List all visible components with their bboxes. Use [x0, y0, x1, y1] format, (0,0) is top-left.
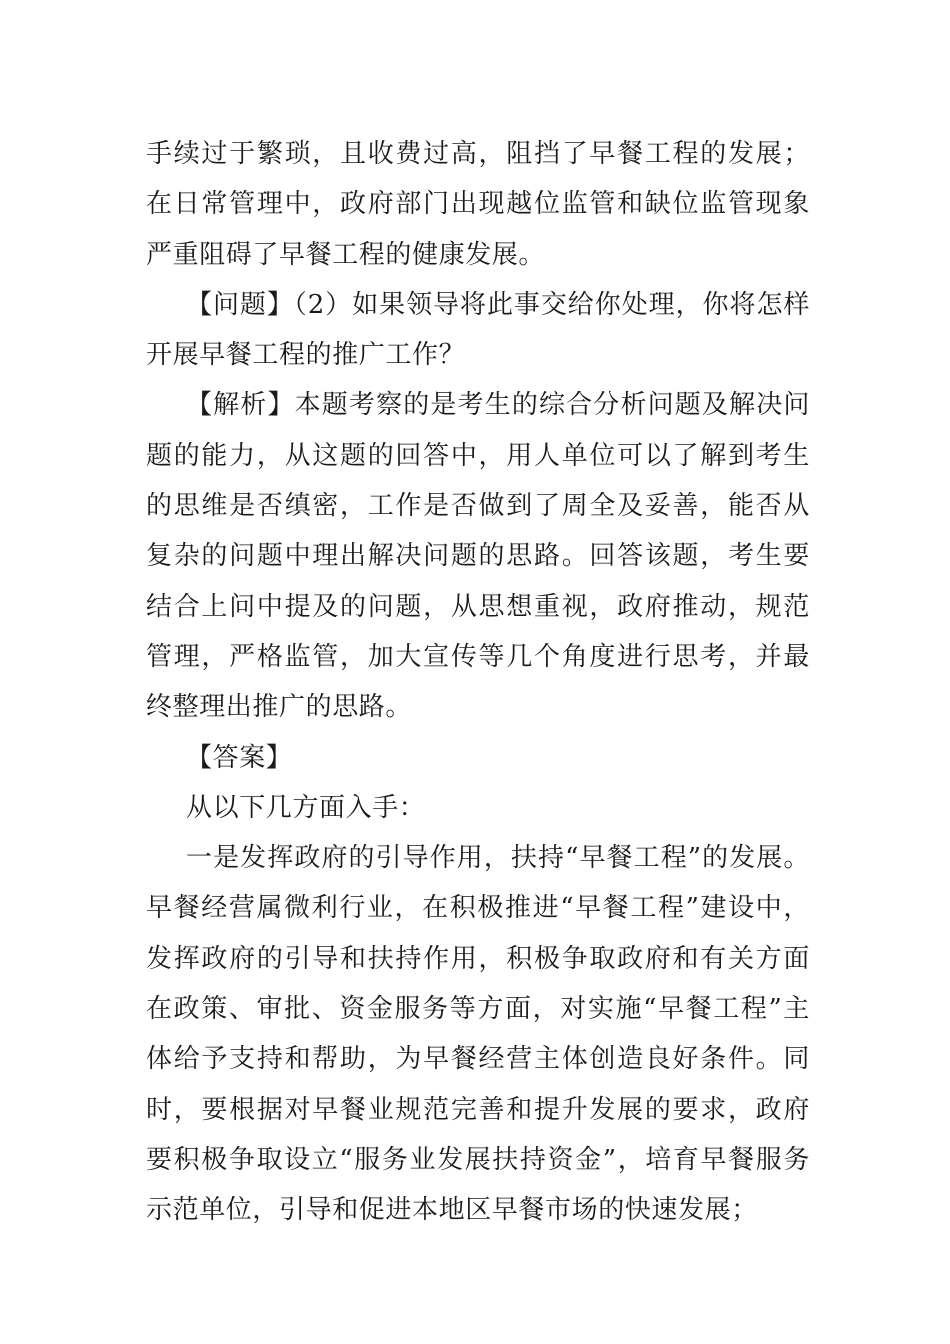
paragraph-question: 【问题】（2）如果领导将此事交给你处理，你将怎样开展早餐工程的推广工作？ [146, 289, 810, 371]
paragraph-continuation: 手续过于繁琐，且收费过高，阻挡了早餐工程的发展；在日常管理中，政府部门出现越位监管和缺位监管现象严重阻碍了早餐工程的健康发展。 [146, 139, 810, 270]
paragraph-answer-heading: 【答案】 [186, 742, 293, 773]
paragraph-answer-point-1: 一是发挥政府的引导作用，扶持“早餐工程”的发展。早餐经营属微利行业，在积极推进“早餐工程”建设中，发挥政府的引导和扶持作用，积极争取政府和有关方面在政策、审批、资金服务等方面，对实施“早餐工程”主体给予支持和帮助，为早餐经营主体创造良好条件。同时，要根据对早餐业规范完善和提升发展的要求，政府要积极争取设立“服务业发展扶持资金”，培育早餐服务示范单位，引导和促进本地区早餐市场的快速发展； [146, 843, 810, 1226]
document-body [146, 129, 810, 1236]
paragraph-analysis: 【解析】本题考察的是考生的综合分析问题及解决问题的能力，从这题的回答中，用人单位可以了解到考生的思维是否缜密，工作是否做到了周全及妥善，能否从复杂的问题中理出解决问题的思路。回答该题，考生要结合上问中提及的问题，从思想重视，政府推动，规范管理，严格监管，加大宣传等几个角度进行思考，并最终整理出推广的思路。 [146, 390, 810, 723]
paragraph-answer-intro: 从以下几方面入手： [186, 792, 426, 823]
